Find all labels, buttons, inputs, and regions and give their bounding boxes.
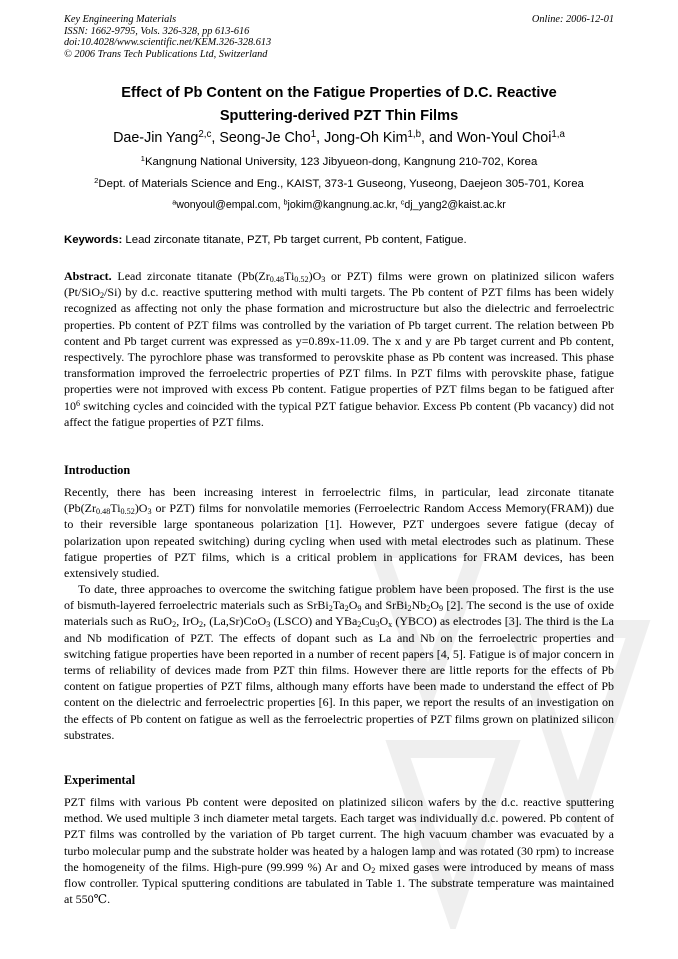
author-affil-mark: 1	[310, 129, 317, 141]
abstract-label: Abstract.	[64, 269, 112, 283]
email-separator: ,	[394, 199, 401, 211]
author-name: Jong-Oh Kim	[324, 130, 408, 146]
keywords-label: Keywords:	[64, 234, 123, 246]
email-mark: a	[172, 197, 177, 207]
intro-paragraph-1: Recently, there has been increasing interest in ferroelectric films, in particular, lead zirconate titanate ($Pb(Zr_{0.48}Ti_{0.52})O_3$ or PZT) films for nonvolatile memories (Ferroelectric Random Access Memory(FRAM)) due to their reversible large spontaneous polarization [1]. However, PZT undergoes severe fatigue (decay of polarization upon repeated switching) during cycling when used with metal electrodes such as platinum. These fatigue properties of PZT films, which is a critical problem in applications for FRAM devices, has been extensively studied.	[64, 485, 614, 581]
affiliation-2	[20, 178, 658, 190]
experimental-paragraph-1: PZT films with various Pb content were deposited on platinized silicon wafers by the d.c. reactive sputtering method. We used multiple 3 inch diameter metal targets. Each target was individually d.c. powered. Pb content of PZT films was controlled by the variation of Pb target current. The high vacuum chamber was evacuated by a turbo molecular pump and the substrate holder was heated by a halogen lamp and was rotated (30 rpm) to increase the homogeneity of the films. High-pure (99.999 %) Ar and $O_2$ mixed gases were introduced by means of mass flow controller. Typical sputtering conditions are tabulated in Table 1. The substrate temperature was maintained at 550℃.	[64, 795, 614, 907]
email-mark: b	[283, 197, 288, 207]
author-separator: ,	[316, 130, 325, 146]
affil-text: Kangnung National University, 123 Jibyueon-dong, Kangnung 210-702, Korea	[144, 156, 538, 168]
affil-text: Dept. of Materials Science and Eng., KAIST, 373-1 Guseong, Yuseong, Daejeon 305-701, Korea	[98, 178, 584, 190]
section-heading-introduction: Introduction	[64, 463, 131, 477]
issn-line: ISSN: 1662-9795, Vols. 326-328, pp 613-616	[64, 25, 250, 37]
author-list	[40, 130, 638, 146]
abstract-paragraph: Abstract. Lead zirconate titanate ($Pb(Zr_{0.48}Ti_{0.52})O_3$ or PZT) films were grown on platinized silicon wafers (Pt/SiO$_2$/Si) by d.c. reactive sputtering method with multi targets. The Pb content of PZT films has been widely recognized as affecting not only the phase formation and microstructure but also the dielectric and ferroelectric properties. Pb content of PZT films was controlled by the variation of Pb target current. The relation between Pb content and Pb target current was expressed as y=0.89x-11.09. The x and y are Pb target current and Pb content, respectively. The pyrochlore phase was transformed to perovskite phase as Pb content was increased. This phase transformation improved the ferroelectric properties of PZT films. In PZT films with perovskite phase, fatigue properties were not improved with excess Pb content. Fatigue properties of PZT films began to be fatigued after $10^6$ switching cycles and coincided with the typical PZT fatigue behavior. Excess Pb content (Pb vacancy) did not affect the fatigue properties of PZT films.	[64, 269, 614, 429]
keywords-text: Lead zirconate titanate, PZT, Pb target current, Pb content, Fatigue.	[122, 234, 467, 246]
author-name: Seong-Je Cho	[219, 130, 311, 146]
online-date: Online: 2006-12-01	[531, 14, 614, 25]
author-emails	[40, 199, 638, 211]
journal-header	[64, 14, 271, 60]
email-link[interactable]: jokim@kangnung.ac.kr	[287, 199, 395, 211]
author-name: Dae-Jin Yang	[113, 130, 199, 146]
email-link[interactable]: dj_yang2@kaist.ac.kr	[404, 199, 506, 211]
affiliation-1	[20, 156, 658, 168]
author-affil-mark: 1,a	[551, 129, 565, 141]
affil-mark: 1	[140, 154, 145, 164]
title-line-1: Effect of Pb Content on the Fatigue Properties of D.C. Reactive	[121, 85, 557, 101]
section-heading-experimental: Experimental	[64, 773, 136, 787]
email-separator: ,	[277, 199, 284, 211]
author-separator: ,	[421, 130, 429, 146]
title-line-2: Sputtering-derived PZT Thin Films	[219, 108, 459, 124]
affil-mark: 2	[94, 176, 99, 186]
journal-name: Key Engineering Materials	[64, 14, 177, 25]
author-and: and	[428, 130, 457, 146]
doi-line: doi:10.4028/www.scientific.net/KEM.326-328.613	[64, 37, 272, 49]
paper-title	[64, 82, 614, 128]
intro-paragraph-2: To date, three approaches to overcome the switching fatigue problem have been proposed. The first is the use of bismuth-layered ferroelectric materials such as $SrBi_2Ta_2O_9$ and $SrBi_2Nb_2O_9$ [2]. The second is the use of oxide materials such as RuO$_2$, IrO$_2$, (La,Sr)CoO$_3$ (LSCO) and $YBa_2Cu_3O_x$ (YBCO) as electrodes [3]. The third is the La and Nb modification of PZT. The effects of dopant such as La and Nb on the ferroelectric properties and switching fatigue properties have been reported in a number of recent papers [4, 5]. Fatigue is of major concern in terms of reliability of devices made from PZT thin films. However there are little reports for the effects of Pb content on fatigue properties of PZT films, although many efforts have been made to understand the effect of Pb content on the dielectric and ferroelectric properties [6]. In this paper, we report the results of an investigation on the effects of Pb content on fatigue as well as the ferroelectric properties of PZT films grown on platinized silicon substrates.	[64, 582, 614, 742]
email-mark: c	[400, 197, 405, 207]
author-separator: ,	[211, 130, 220, 146]
author-affil-mark: 1,b	[407, 129, 422, 141]
author-affil-mark: 2,c	[198, 129, 212, 141]
copyright-line: © 2006 Trans Tech Publications Ltd, Switzerland	[64, 48, 268, 60]
email-link[interactable]: wonyoul@empal.com	[176, 199, 278, 211]
keywords	[64, 234, 624, 246]
author-name: Won-Youl Choi	[456, 130, 552, 146]
